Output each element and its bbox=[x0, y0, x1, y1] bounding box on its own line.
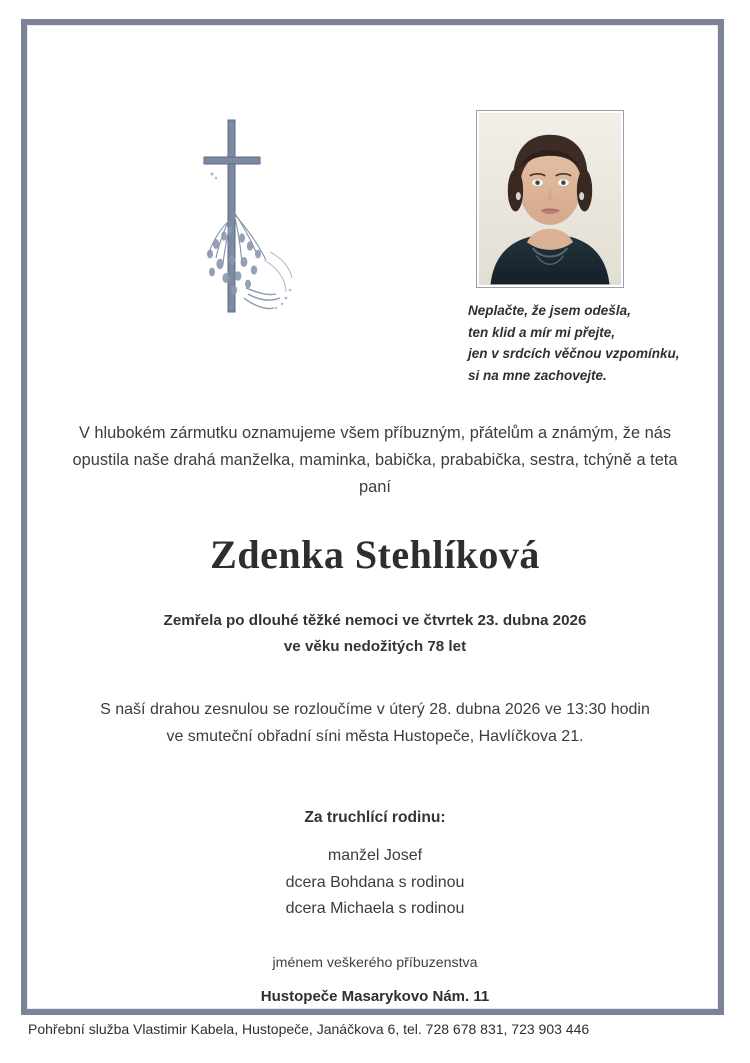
family-member: manžel Josef bbox=[327, 847, 423, 864]
family-member: dcera Bohdana s rodinou bbox=[285, 873, 465, 891]
poem-line: ten klid a mír mi přejte, bbox=[468, 324, 616, 340]
portrait-frame bbox=[476, 110, 624, 288]
deceased-name: Zdenka Stehlíková bbox=[210, 532, 540, 577]
death-line: ve věku nedožitých 78 let bbox=[283, 638, 467, 655]
poem-line: si na mne zachovejte. bbox=[468, 367, 607, 383]
announcement-line: paní bbox=[359, 478, 391, 496]
memorial-poem bbox=[468, 300, 718, 386]
cross-with-flowers-icon bbox=[186, 112, 316, 327]
family-member: dcera Michaela s rodinou bbox=[285, 900, 465, 917]
family-members bbox=[56, 843, 694, 923]
death-details bbox=[56, 608, 694, 660]
poem-line: Neplačte, že jsem odešla, bbox=[468, 303, 631, 318]
ceremony-line: ve smuteční obřadní síni města Hustopeče, Havlíčkova 21. bbox=[166, 728, 584, 745]
on-behalf-text: jménem veškerého příbuzenstva bbox=[272, 955, 478, 971]
town-address: Hustopeče Masarykovo Nám. 11 bbox=[260, 988, 490, 1005]
death-line: Zemřela po dlouhé těžké nemoci ve čtvrtek 23. dubna 2026 bbox=[163, 612, 587, 629]
portrait-photo-of-deceased bbox=[479, 113, 621, 285]
ceremony-line: S naší drahou zesnulou se rozloučíme v úterý 28. dubna 2026 ve 13:30 hodin bbox=[100, 701, 650, 718]
poem-line: jen v srdcích věčnou vzpomínku, bbox=[468, 346, 680, 361]
family-heading: Za truchlící rodinu: bbox=[304, 809, 446, 826]
announcement-line: V hlubokém zármutku oznamujeme všem příbuzným, přátelům a známým, že nás bbox=[78, 424, 672, 442]
funeral-service-provider: Pohřební služba Vlastimir Kabela, Hustopeče, Janáčkova 6, tel. 728 678 831, 723 903 446 bbox=[28, 1021, 590, 1037]
announcement-line: opustila naše drahá manželka, maminka, babička, prababička, sestra, tchýně a teta bbox=[72, 451, 678, 469]
ceremony-details bbox=[56, 696, 694, 750]
announcement-text bbox=[56, 420, 694, 501]
